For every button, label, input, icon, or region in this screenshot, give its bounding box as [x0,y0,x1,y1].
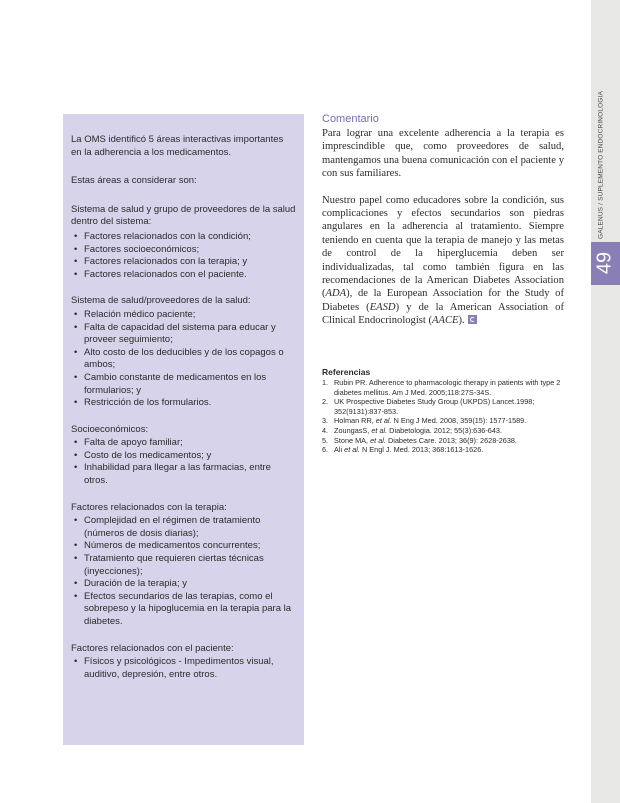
references-title: Referencias [322,367,371,377]
header-separator: / [597,202,605,205]
bullet-list [71,437,296,487]
references-list [322,378,566,455]
list-item: • Falta de apoyo familiar; [71,437,296,450]
reference-text: Diabetes Care. 2013; 36(9): 2628-2638. [385,435,517,445]
list-item: • Factores relacionados con la condición; [71,231,296,244]
reference-number: 2. [322,397,329,407]
section-title: Sistema de salud/proveedores de la salud: [71,295,251,307]
comment-title: Comentario [322,113,379,125]
reference-number: 6. [322,445,329,455]
reference-item [322,436,566,446]
list-item: • Inhabilidad para llegar a las farmacias, entre otros. [71,462,296,487]
reference-etal: et al. [375,416,392,426]
reference-etal: et al. [371,425,388,435]
bullet-list [71,231,296,281]
section-health-providers [71,295,296,409]
bullet-list [71,656,296,681]
list-item: • Alto costo de los deducibles y de los copagos o ambos; [71,347,296,372]
abbreviation-aace: AACE [432,315,459,327]
comment-paragraph-2 [322,194,564,328]
paragraph-text: ) y de la American Association of Clinical Endocrinologist ( [322,301,564,327]
reference-text: ZoungasS, [334,425,372,435]
reference-text: Ali [334,445,345,455]
list-item: • Factores relacionados con la terapia; y [71,256,296,269]
paragraph-text: ), de la European Association for the Study of Diabetes ( [322,288,564,313]
list-item: • Complejidad en el régimen de tratamiento (números de dosis diarias); [71,515,296,540]
box-intro: La OMS identificó 5 áreas interactivas importantes en la adherencia a los medicamentos. [71,134,284,158]
reference-number: 3. [322,416,329,426]
bullet-list [71,515,296,628]
reference-etal: et al. [344,445,360,455]
paragraph-text: Nuestro papel como educadores sobre la condición, sus complicaciones y efectos secundarios son piedras angulares en la adherencia al tratamiento. Siempre teniendo en cuenta que la terapia de manejo y las metas de control de la hiperglucemia deben ser individualizadas, tal como también figura en las recomendaciones de la American Diabetes Association ( [322,194,564,300]
reference-item [322,416,566,426]
section-title: Socioeconómicos: [71,423,149,435]
references [322,367,566,455]
list-item: • Números de medicamentos concurrentes; [71,540,296,553]
bullet-list [71,309,296,410]
section-therapy [71,502,296,629]
page-number: 49 [593,251,616,275]
reference-item [322,426,566,436]
reference-text: N Engl J. Med. 2013; 368:1613-1626. [359,445,484,455]
end-of-article-icon [468,315,477,324]
reference-text: Stone MA, [334,435,371,445]
reference-item [322,397,566,416]
paragraph-text: ). [458,315,465,327]
side-band [591,0,620,803]
section-health-system [71,204,296,282]
list-item: • Falta de capacidad del sistema para educar y proveer seguimiento; [71,322,296,347]
section-title: Factores relacionados con la terapia: [71,501,227,513]
list-item: • Efectos secundarios de las terapias, como el sobrepeso y la hipoglucemia en la terapia para la diabetes. [71,591,296,629]
list-item: • Costo de los medicamentos; y [71,450,296,463]
reference-item [322,445,566,455]
box-lead: Estas áreas a considerar son: [71,175,197,187]
reference-text: Diabetologia. 2012; 55(3):636-643. [387,425,502,435]
list-item: • Relación médico paciente; [71,309,296,322]
comment-column [322,113,564,328]
list-item: • Tratamiento que requieren ciertas técnicas (inyecciones); [71,553,296,578]
section-title: Sistema de salud y grupo de proveedores de la salud dentro del sistema: [71,203,296,228]
reference-text: UK Prospective Diabetes Study Group (UKPDS) Lancet.1998; 352(9131):837-853. [334,397,535,416]
list-item: • Restricción de los formularios. [71,397,296,410]
reference-text: Rubin PR. Adherence to pharmacologic therapy in patients with type 2 diabetes mellitus. Am J Med. 2005;118:27S-34S. [334,378,561,397]
reference-text: Holman RR, [334,416,376,426]
list-item: • Factores socioeconómicos; [71,244,296,257]
list-item: • Duración de la terapia; y [71,578,296,591]
oms-areas-box [63,114,304,745]
list-item: • Factores relacionados con el paciente. [71,269,296,282]
section-socioeconomic [71,424,296,488]
supplement-name: SUPLEMENTO ENDOCRINOLOGIA [597,91,605,201]
section-patient [71,643,296,682]
reference-number: 1. [322,378,329,387]
abbreviation-ada: ADA [325,288,347,300]
comment-paragraph-1: Para lograr una excelente adherencia a la terapia es imprescindible que, como proveedores de salud, mantengamos una buena comunicación con el paciente y con sus familiares. [322,128,564,180]
list-item: • Físicos y psicológicos - Impedimentos visual, auditivo, depresión, entre otros. [71,656,296,681]
list-item: • Cambio constante de medicamentos en los formularios; y [71,372,296,397]
reference-number: 4. [322,425,329,435]
running-header [598,91,605,239]
reference-item [322,378,566,397]
abbreviation-easd: EASD [369,301,396,313]
section-title: Factores relacionados con el paciente: [71,642,234,654]
journal-name: GALENUS [597,206,605,239]
reference-number: 5. [322,435,329,445]
reference-etal: et al. [370,435,386,445]
reference-text: N Eng J Med. 2008, 359(15): 1577-1589. [391,416,527,426]
